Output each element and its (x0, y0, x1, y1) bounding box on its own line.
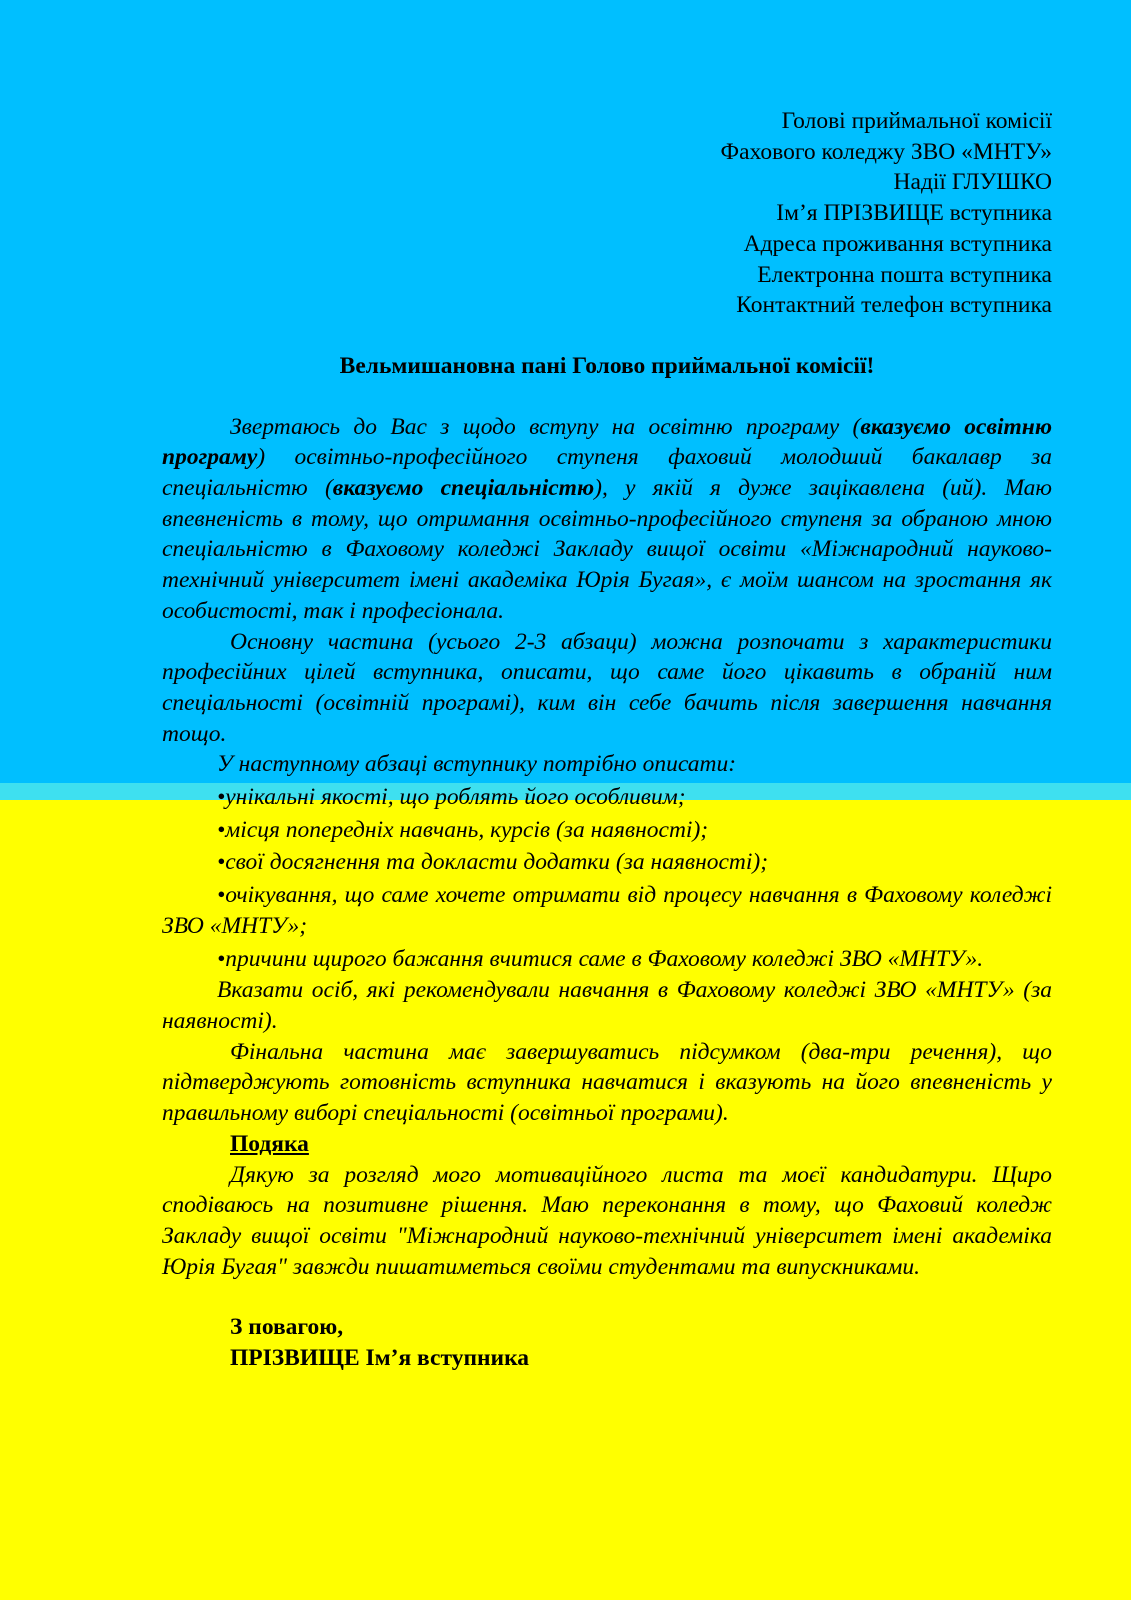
bullet-icon: • (217, 784, 226, 811)
bullet-icon: • (217, 816, 226, 843)
bullet-item (162, 880, 1052, 941)
bullet-item (162, 782, 1052, 813)
bullet-text: унікальні якості, що роблять його особливим; (225, 784, 686, 811)
recipient-line: Надії ГЛУШКО (893, 169, 1052, 196)
final-part-paragraph: Фінальна частина має завершуватись підсумком (два-три речення), що підтверджують готовність вступника навчатися і вказують на його впевненість у правильному виборі спеціальності (освітньої програми). (162, 1038, 1052, 1127)
recommenders-paragraph: Вказати осіб, які рекомендували навчання в Фаховому коледжі ЗВО «МНТУ» (за наявності). (162, 977, 1052, 1034)
closing-signature: ПРІЗВИЩЕ Ім’я вступника (230, 1345, 530, 1372)
bullet-item (162, 944, 1052, 975)
recipient-line: Адреса проживання вступника (743, 230, 1052, 257)
intro-text: Звертаюсь до Вас з щодо вступу на освітню програму ( (230, 413, 861, 440)
recipient-line: Голові приймальної комісії (781, 108, 1052, 134)
main-part-paragraph: Основну частина (усього 2-3 абзаци) можна розпочати з характеристики професійних цілей вступника, описати, що саме його цікавить в обраній ним спеціальності (освітній програмі), ким він себе бачить після завершення навчання тощо. (162, 628, 1052, 747)
closing-block (230, 1312, 1052, 1373)
intro-bold-specialty: вказуємо спеціальністю (332, 475, 595, 502)
bullet-icon: • (217, 945, 226, 972)
recipient-line: Фахового коледжу ЗВО «МНТУ» (720, 138, 1052, 165)
bullet-text: причини щирого бажання вчитися саме в Фаховому коледжі ЗВО «МНТУ». (225, 945, 984, 972)
recipient-line: Електронна пошта вступника (757, 261, 1052, 288)
bullet-text: свої досягнення та докласти додатки (за наявності); (225, 849, 769, 876)
recipient-block (162, 106, 1052, 321)
bullet-text: очікування, що саме хочете отримати від процесу навчання в Фаховому коледжі ЗВО «МНТУ»; (162, 882, 1052, 939)
thanks-heading: Подяка (230, 1130, 309, 1157)
letter-page (162, 106, 1052, 1374)
recipient-line: Ім’я ПРІЗВИЩЕ вступника (776, 200, 1052, 227)
intro-paragraph (162, 412, 1052, 627)
bullet-icon: • (217, 882, 226, 909)
next-paragraph-intro: У наступному абзаці вступнику потрібно описати: (217, 751, 737, 778)
closing-regards: З повагою, (230, 1314, 344, 1341)
salutation: Вельмишановна пані Голово приймальної комісії! (339, 352, 875, 379)
bullet-item (162, 815, 1052, 846)
intro-text: ), у якій я дуже зацікавлена (ий). Маю впевненість в тому, що отримання освітньо-професійного ступеня за обраною мною спеціальністю в Фаховому коледжі Закладу вищої освіти «Міжнародний науково-технічний університет імені академіка Юрія Бугая», є моїм шансом на зростання як особистості, так і професіонала. (162, 475, 1053, 624)
bullet-icon: • (217, 849, 226, 876)
bullet-text: місця попередніх навчань, курсів (за наявності); (225, 816, 709, 843)
bullet-item (162, 847, 1052, 878)
intro-bold-program: вказуємо освітню програму (162, 413, 1052, 471)
recipient-line: Контактний телефон вступника (736, 292, 1052, 319)
intro-text: ) освітньо-професійного ступеня фаховий молодший бакалавр за спеціальністю ( (162, 444, 1052, 502)
thanks-paragraph: Дякую за розгляд мого мотиваційного листа та моєї кандидатури. Щиро сподіваюсь на позитивне рішення. Маю переконання в тому, що Фаховий коледж Закладу вищої освіти "Міжнародний науково-технічний університет імені академіка Юрія Бугая" завжди пишатиметься своїми студентами та випускниками. (162, 1161, 1052, 1280)
